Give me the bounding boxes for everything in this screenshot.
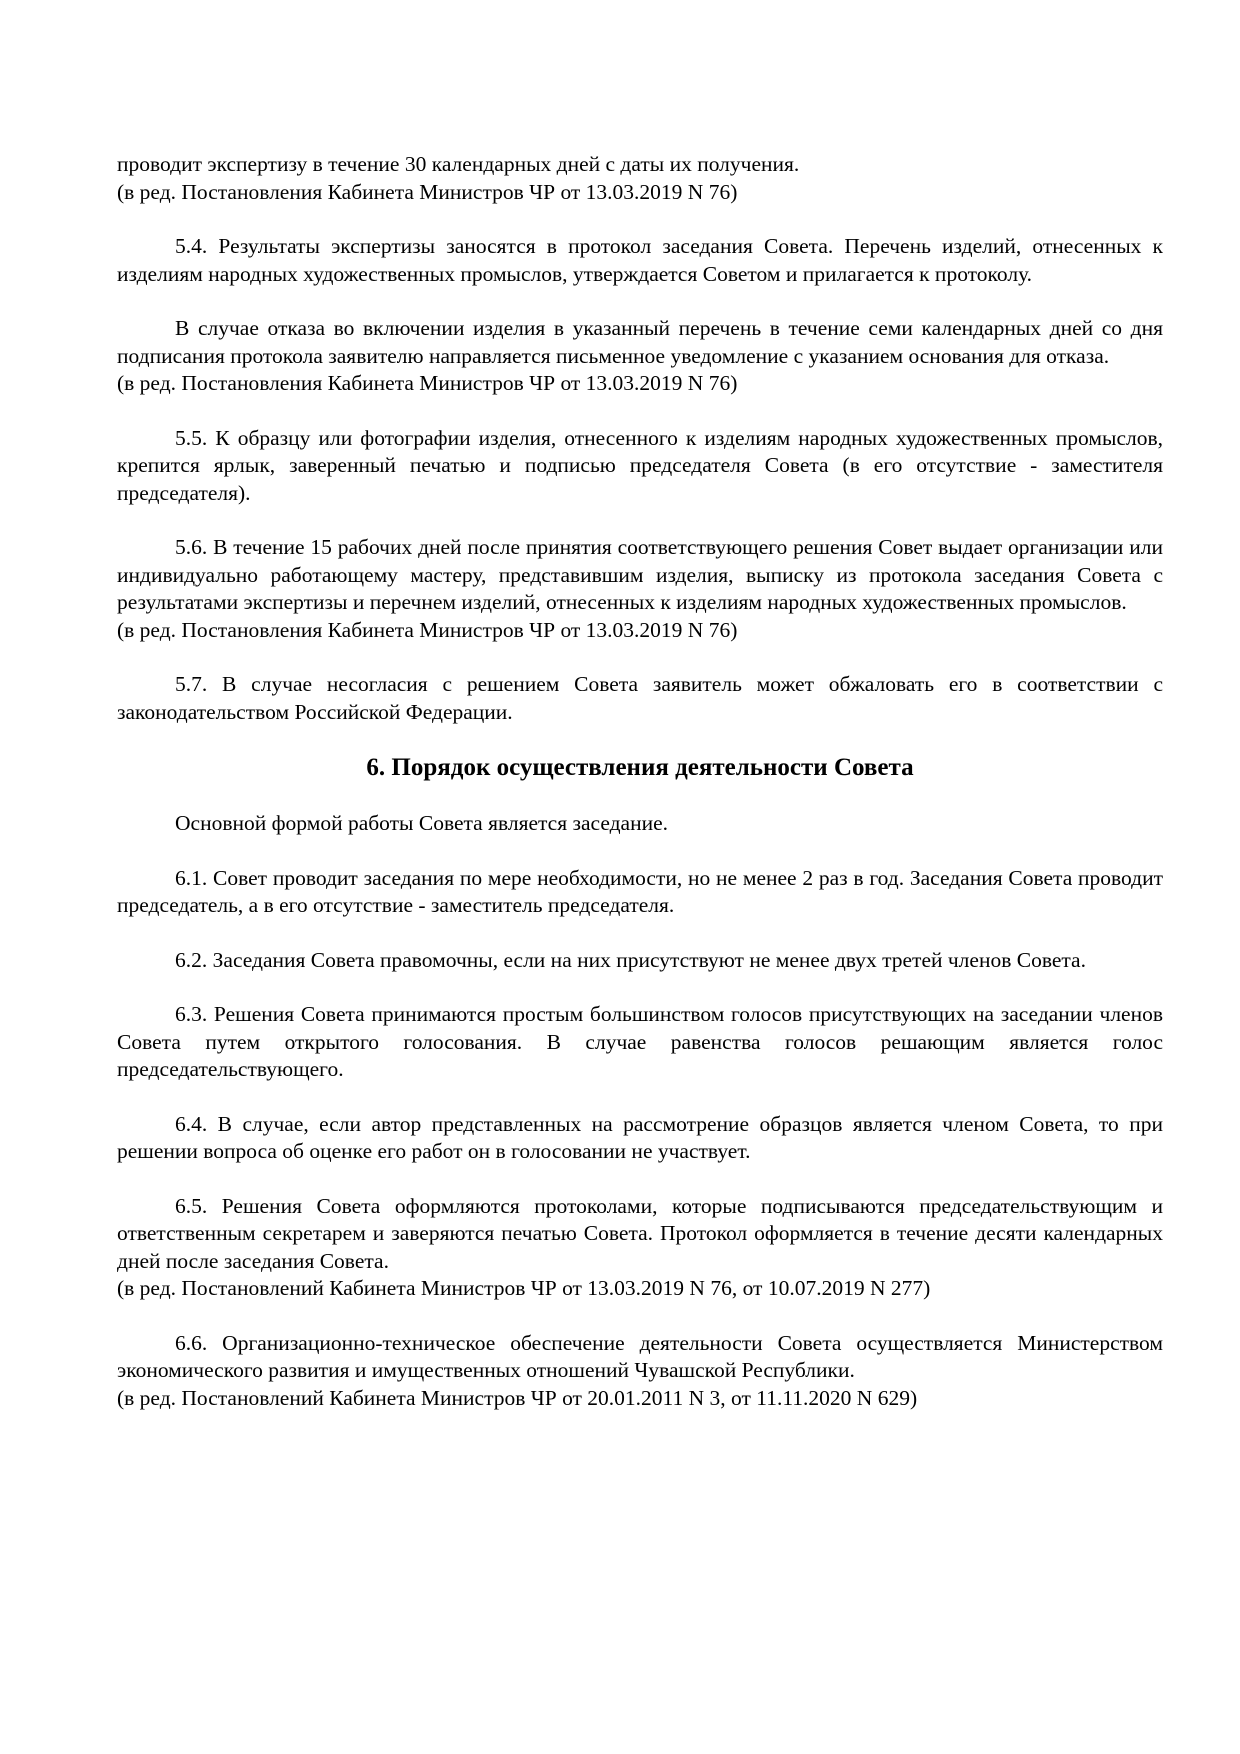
paragraph-6-2: [117, 947, 1163, 975]
document-page: [117, 151, 1163, 1439]
paragraph-text: проводит экспертизу в течение 30 календарных дней с даты их получения.: [117, 152, 800, 176]
paragraph-text: 6.4. В случае, если автор представленных на рассмотрение образцов является членом Совета, то при решении вопроса об оценке его работ он в голосовании не участвует.: [117, 1111, 1163, 1163]
paragraph-text: 5.6. В течение 15 рабочих дней после принятия соответствующего решения Совет выдает организации или индивидуально работающему мастеру, представившим изделия, выписку из протокола заседания Совета с результатами экспертизы и перечнем изделий, отнесенных к изделиям народных художественных промыслов.: [117, 535, 1163, 614]
paragraph-5-7: [117, 671, 1163, 726]
paragraph-6-5: [117, 1193, 1163, 1303]
paragraph-6-3: [117, 1001, 1163, 1084]
amendment-note: (в ред. Постановлений Кабинета Министров ЧР от 20.01.2011 N 3, от 11.11.2020 N 629): [117, 1385, 918, 1410]
paragraph-5-4-refusal: [117, 315, 1163, 398]
paragraph-text: 5.4. Результаты экспертизы заносятся в протокол заседания Совета. Перечень изделий, отнесенных к изделиям народных художественных промыслов, утверждается Советом и прилагается к протоколу.: [117, 234, 1163, 286]
paragraph-text: 5.7. В случае несогласия с решением Совета заявитель может обжаловать его в соответствии с законодательством Российской Федерации.: [117, 672, 1163, 724]
paragraph-6-intro: [117, 810, 1163, 838]
paragraph-text: 6.3. Решения Совета принимаются простым большинством голосов присутствующих на заседании членов Совета путем открытого голосования. В случае равенства голосов решающим является голос председательствующего.: [117, 1002, 1163, 1081]
amendment-note: (в ред. Постановления Кабинета Министров ЧР от 13.03.2019 N 76): [117, 179, 738, 204]
paragraph-text: 6.5. Решения Совета оформляются протоколами, которые подписываются председательствующим и ответственным секретарем и заверяются печатью Совета. Протокол оформляется в течение десяти календарных дней после заседания Совета.: [117, 1193, 1163, 1273]
amendment-note: (в ред. Постановлений Кабинета Министров ЧР от 13.03.2019 N 76, от 10.07.2019 N 277): [117, 1276, 931, 1300]
paragraph-text: 6.6. Организационно-техническое обеспечение деятельности Совета осуществляется Министерством экономического развития и имущественных отношений Чувашской Республики.: [117, 1330, 1163, 1382]
amendment-note: (в ред. Постановления Кабинета Министров ЧР от 13.03.2019 N 76): [117, 617, 738, 642]
paragraph-text: 6.2. Заседания Совета правомочны, если на них присутствуют не менее двух третей членов Совета.: [175, 947, 1086, 972]
paragraph-5-4: [117, 233, 1163, 288]
paragraph-5-5: [117, 425, 1163, 508]
paragraph-5-3-continuation: [117, 151, 1163, 206]
paragraph-text: 6.1. Совет проводит заседания по мере необходимости, но не менее 2 раз в год. Заседания Совета проводит председатель, а в его отсутствие - заместитель председателя.: [117, 865, 1163, 917]
paragraph-text: Основной формой работы Совета является заседание.: [175, 811, 668, 835]
section-heading-6: 6. Порядок осуществления деятельности Совета: [366, 754, 914, 781]
paragraph-text: В случае отказа во включении изделия в указанный перечень в течение семи календарных дней со дня подписания протокола заявителю направляется письменное уведомление с указанием основания для отказа.: [117, 316, 1163, 368]
paragraph-6-4: [117, 1111, 1163, 1166]
paragraph-text: 5.5. К образцу или фотографии изделия, отнесенного к изделиям народных художественных промыслов, крепится ярлык, заверенный печатью и подписью председателя Совета (в его отсутствие - заместителя председателя).: [117, 425, 1163, 505]
paragraph-5-6: [117, 534, 1163, 644]
paragraph-6-1: [117, 865, 1163, 920]
amendment-note: (в ред. Постановления Кабинета Министров ЧР от 13.03.2019 N 76): [117, 371, 738, 395]
paragraph-6-6: [117, 1330, 1163, 1413]
